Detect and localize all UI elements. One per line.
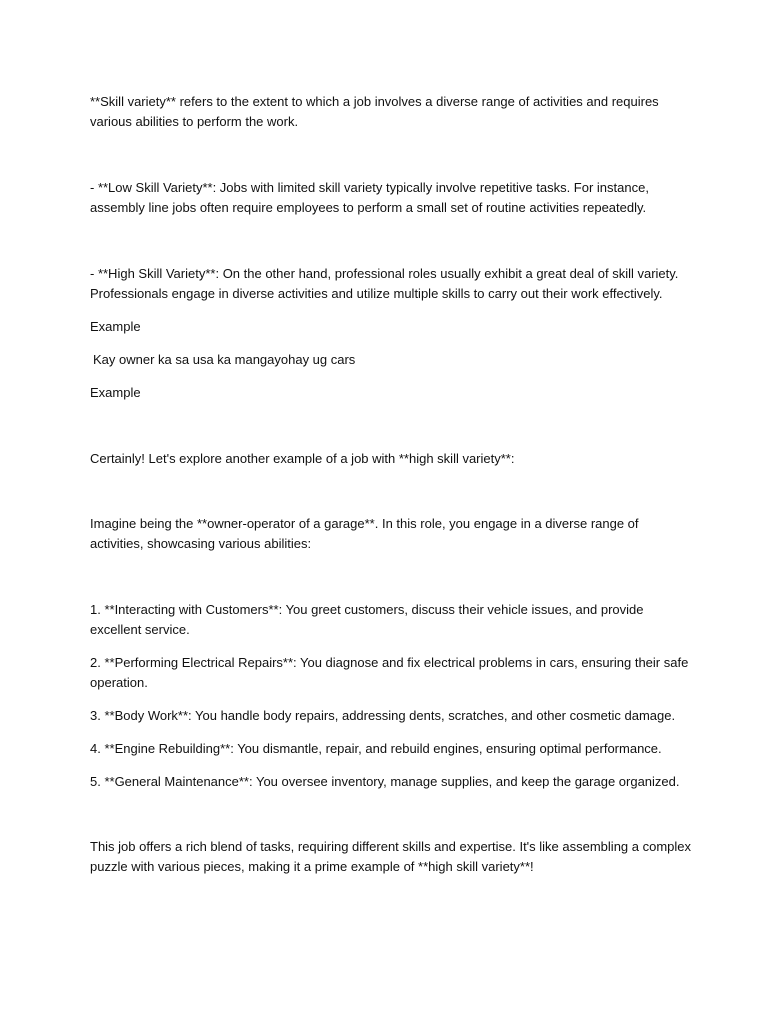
- list-item-2-line-2: operation.: [90, 675, 148, 690]
- conclusion-paragraph: [90, 837, 690, 877]
- note-text: Kay owner ka sa usa ka mangayohay ug cars: [93, 352, 356, 367]
- certainly-text: Certainly! Let's explore another example of a job with **high skill variety**:: [90, 451, 515, 466]
- imagine-paragraph: [90, 514, 690, 554]
- example-label-1: [90, 317, 690, 337]
- list-item-1-line-2: excellent service.: [90, 622, 190, 637]
- list-item-3-line-1: 3. **Body Work**: You handle body repairs, addressing dents, scratches, and other cosmetic damage.: [90, 708, 676, 723]
- list-item-1-line-1: 1. **Interacting with Customers**: You greet customers, discuss their vehicle issues, and provide: [90, 602, 644, 617]
- list-item-4-line-1: 4. **Engine Rebuilding**: You dismantle, repair, and rebuild engines, ensuring optimal performance.: [90, 741, 662, 756]
- note-paragraph: [90, 350, 693, 370]
- intro-line-1: **Skill variety** refers to the extent to which a job involves a diverse range of activities and requires: [90, 94, 659, 109]
- low-variety-line-1: - **Low Skill Variety**: Jobs with limited skill variety typically involve repetitive tasks. For instance,: [90, 180, 649, 195]
- example-label-1-text: Example: [90, 319, 141, 334]
- example-label-2: [90, 383, 690, 403]
- list-item-2-line-1: 2. **Performing Electrical Repairs**: You diagnose and fix electrical problems in cars, ensuring their safe: [90, 655, 689, 670]
- high-variety-line-2: Professionals engage in diverse activities and utilize multiple skills to carry out their work effectively.: [90, 286, 663, 301]
- list-item-2: [90, 653, 690, 693]
- imagine-line-2: activities, showcasing various abilities:: [90, 536, 312, 551]
- list-item-1: [90, 600, 690, 640]
- high-variety-line-1: - **High Skill Variety**: On the other hand, professional roles usually exhibit a great deal of skill variety.: [90, 266, 679, 281]
- imagine-line-1: Imagine being the **owner-operator of a garage**. In this role, you engage in a diverse range of: [90, 516, 639, 531]
- conclusion-line-1: This job offers a rich blend of tasks, requiring different skills and expertise. It's like assembling a complex: [90, 839, 692, 854]
- list-item-5: [90, 772, 690, 792]
- list-item-3: [90, 706, 690, 726]
- high-variety-paragraph: [90, 264, 690, 304]
- intro-paragraph: [90, 92, 690, 132]
- conclusion-line-2: puzzle with various pieces, making it a prime example of **high skill variety**!: [90, 859, 534, 874]
- certainly-paragraph: [90, 449, 690, 469]
- list-item-4: [90, 739, 690, 759]
- low-variety-line-2: assembly line jobs often require employees to perform a small set of routine activities repeatedly.: [90, 200, 647, 215]
- low-variety-paragraph: [90, 178, 690, 218]
- example-label-2-text: Example: [90, 385, 141, 400]
- list-item-5-line-1: 5. **General Maintenance**: You oversee inventory, manage supplies, and keep the garage organized.: [90, 774, 680, 789]
- intro-line-2: various abilities to perform the work.: [90, 114, 299, 129]
